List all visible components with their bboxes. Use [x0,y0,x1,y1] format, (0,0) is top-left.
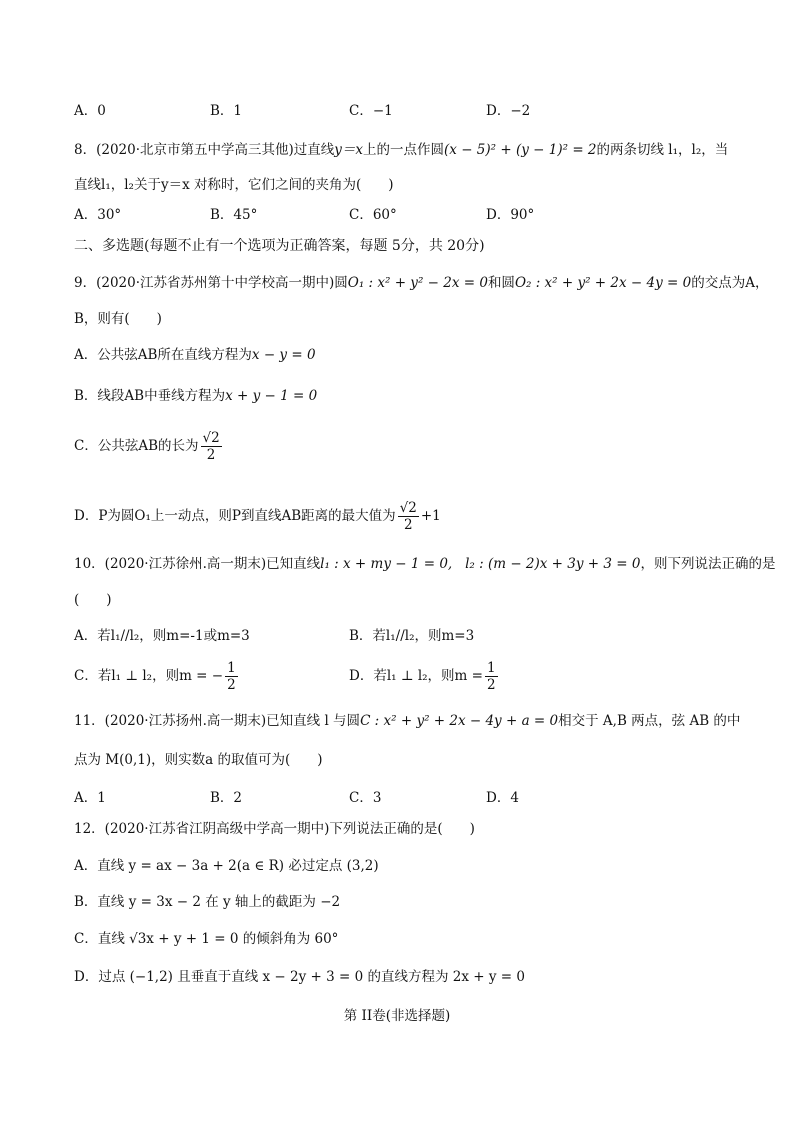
q9-option-d-fraction [398,500,419,533]
q9-option-a [74,345,316,365]
q7-option-a: A．0 [74,103,106,119]
section-2-title: 二、多选题(每题不止有一个选项为正确答案，每题 5分，共 20分) [74,238,485,254]
q9-and: 和圆 [487,275,515,291]
q10-option-c-denominator: 2 [227,677,236,693]
q9-prefix: 9．(2020·江苏省苏州第十中学校高一期中)圆 [74,275,348,291]
q10-option-c-numerator: 1 [227,660,236,676]
q10-stem-line1 [74,554,775,574]
q8-option-a: A．30° [74,207,122,223]
q9-circle-o2: O₂ : x² + y² + 2x − 4y = 0 [514,275,692,291]
q11-option-a: A．1 [74,790,106,806]
q8-option-c: C．60° [349,207,397,223]
q12-option-b: B．直线 y = 3x − 2 在 y 轴上的截距为 −2 [74,894,341,910]
q11-stem-line2: 点为 M(0,1)，则实数a 的取值可为( ) [74,752,323,768]
q9-option-d-text: D．P为圆O₁上一动点，则P到直线AB距离的最大值为 [74,508,396,524]
q8-prefix: 8．(2020·北京市第五中学高三其他)过直线 [74,142,335,158]
q12-option-c: C．直线 √3x + y + 1 = 0 的倾斜角为 60° [74,931,339,947]
q7-option-d: D．−2 [486,103,531,119]
q9-option-c-denominator: 2 [206,447,216,463]
q7-option-b: B．1 [210,103,243,119]
q11-circle-eq: C : x² + y² + 2x − 4y + a = 0 [360,713,559,729]
q8-option-b: B．45° [210,207,258,223]
q10-option-d-text: D．若l₁ ⊥ l₂，则m = [349,668,483,684]
q10-option-d-denominator: 2 [486,677,496,693]
q9-option-b-math: x + y − 1 = 0 [225,388,318,404]
q9-tail: 的交点为A， [691,275,769,291]
q12-stem: 12．(2020·江苏省江阴高级中学高一期中)下列说法正确的是( ) [74,821,475,837]
q10-line-l2: l₂ : (m − 2)x + 3y + 3 = 0 [465,556,641,572]
q11-stem-line1 [74,711,740,731]
q10-line-l1: l₁ : x + my − 1 = 0, [320,556,453,572]
q10-option-d-fraction [485,660,498,693]
q9-option-b-text: B．线段AB中垂线方程为 [74,388,226,404]
q9-stem-line2: B，则有( ) [74,311,162,327]
q8-tail: 的两条切线 l₁，l₂，当 [596,142,729,158]
q9-circle-o1: O₁ : x² + y² − 2x = 0 [347,275,488,291]
q10-option-d [349,660,500,693]
q9-option-d-numerator: √2 [399,500,417,516]
q9-option-a-math: x − y = 0 [251,347,316,363]
q10-option-c-text: C．若l₁ ⊥ l₂，则m = − [74,668,224,684]
q10-option-d-numerator: 1 [486,660,496,676]
q8-stem-line2: 直线l₁，l₂关于y＝x 对称时，它们之间的夹角为( ) [74,177,394,193]
q11-option-d: D．4 [486,790,519,806]
q8-line-eq: y＝x [334,142,364,158]
q9-stem-line1 [74,273,768,293]
q8-circle-eq: (x − 5)² + (y − 1)² = 2 [444,142,597,158]
q10-tail: ，则下列说法正确的是 [640,556,776,572]
q10-stem-line2: ( ) [74,592,112,608]
q11-option-b: B．2 [210,790,243,806]
q10-option-a: A．若l₁//l₂，则m=-1或m=3 [74,628,250,644]
q12-option-d: D．过点 (−1,2) 且垂直于直线 x − 2y + 3 = 0 的直线方程为 2x + y = 0 [74,969,525,985]
q9-option-d-tail: +1 [420,508,441,524]
q8-option-d: D．90° [486,207,535,223]
q9-option-c-fraction [201,430,222,463]
q9-option-d [74,500,441,533]
q11-prefix: 11．(2020·江苏扬州.高一期末)已知直线 l 与圆 [74,713,361,729]
q10-prefix: 10．(2020·江苏徐州.高一期末)已知直线 [74,556,321,572]
q9-option-c-text: C．公共弦AB的长为 [74,438,199,454]
q11-tail: 相交于 A,B 两点，弦 AB 的中 [558,713,741,729]
q9-option-c-numerator: √2 [202,430,220,446]
q10-option-c-fraction [225,660,238,693]
q10-option-c [74,660,240,693]
q8-mid: 上的一点作圆 [363,142,445,158]
q7-option-c: C．−1 [349,103,393,119]
q9-option-d-denominator: 2 [403,517,413,533]
q11-option-c: C．3 [349,790,382,806]
q9-option-a-text: A．公共弦AB所在直线方程为 [74,347,252,363]
q8-stem-line1 [74,140,728,160]
q12-option-a: A．直线 y = ax − 3a + 2(a ∈ R) 必过定点 (3,2) [74,858,379,874]
q9-option-b [74,386,317,406]
q10-option-b: B．若l₁//l₂，则m=3 [349,628,475,644]
q9-option-c [74,430,224,463]
section-ii-title: 第 II卷(非选择题) [343,1008,451,1024]
